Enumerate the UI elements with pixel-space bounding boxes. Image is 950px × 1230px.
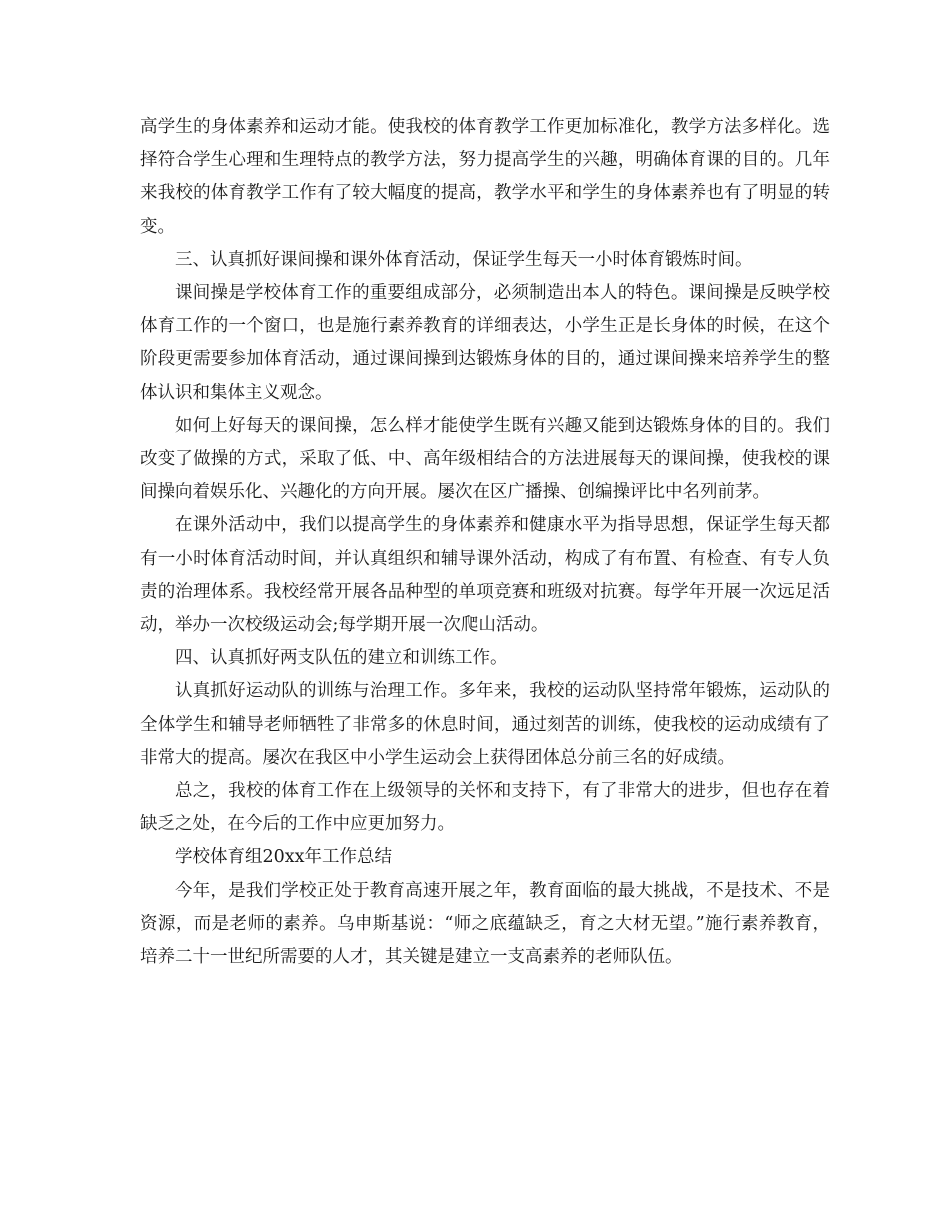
paragraph: 今年，是我们学校正处于教育高速开展之年，教育面临的最大挑战，不是技术、不是资源，而是老师的素养。乌申斯基说：“师之底蕴缺乏，育之大材无望。”施行素养教育，培养二十一世纪所需要的人才，其关键是建立一支高素养的老师队伍。 (140, 880, 830, 968)
paragraph: 总之，我校的体育工作在上级领导的关怀和支持下，有了非常大的进步，但也存在着缺乏之处，在今后的工作中应更加努力。 (140, 781, 830, 835)
document-body (140, 111, 830, 974)
paragraph: 高学生的身体素养和运动才能。使我校的体育教学工作更加标准化，教学方法多样化。选择符合学生心理和生理特点的教学方法，努力提高学生的兴趣，明确体育课的目的。几年来我校的体育教学工作有了较大幅度的提高，教学水平和学生的身体素养也有了明显的转变。 (140, 117, 830, 237)
document-title: 学校体育组20xx年工作总结 (175, 847, 393, 868)
section-heading: 四、认真抓好两支队伍的建立和训练工作。 (175, 648, 508, 669)
paragraph: 认真抓好运动队的训练与治理工作。多年来，我校的运动队坚持常年锻炼，运动队的全体学生和辅导老师牺牲了非常多的休息时间，通过刻苦的训练，使我校的运动成绩有了非常大的提高。屡次在我区中小学生运动会上获得团体总分前三名的好成绩。 (140, 681, 830, 768)
paragraph: 在课外活动中，我们以提高学生的身体素养和健康水平为指导思想，保证学生每天都有一小时体育活动时间，并认真组织和辅导课外活动，构成了有布置、有检查、有专人负责的治理体系。我校经常开展各品种型的单项竞赛和班级对抗赛。每学年开展一次远足活动，举办一次校级运动会;每学期开展一次爬山活动。 (140, 515, 830, 636)
section-heading: 三、认真抓好课间操和课外体育活动，保证学生每天一小时体育锻炼时间。 (175, 249, 753, 270)
paragraph: 如何上好每天的课间操，怎么样才能使学生既有兴趣又能到达锻炼身体的目的。我们改变了做操的方式，采取了低、中、高年级相结合的方法进展每天的课间操，使我校的课间操向着娱乐化、兴趣化的方向开展。屡次在区广播操、创编操评比中名列前茅。 (140, 415, 830, 503)
paragraph: 课间操是学校体育工作的重要组成部分，必须制造出本人的特色。课间操是反映学校体育工作的一个窗口，也是施行素养教育的详细表达，小学生正是长身体的时候，在这个阶段更需要参加体育活动，通过课间操到达锻炼身体的目的，通过课间操来培养学生的整体认识和集体主义观念。 (140, 283, 830, 403)
